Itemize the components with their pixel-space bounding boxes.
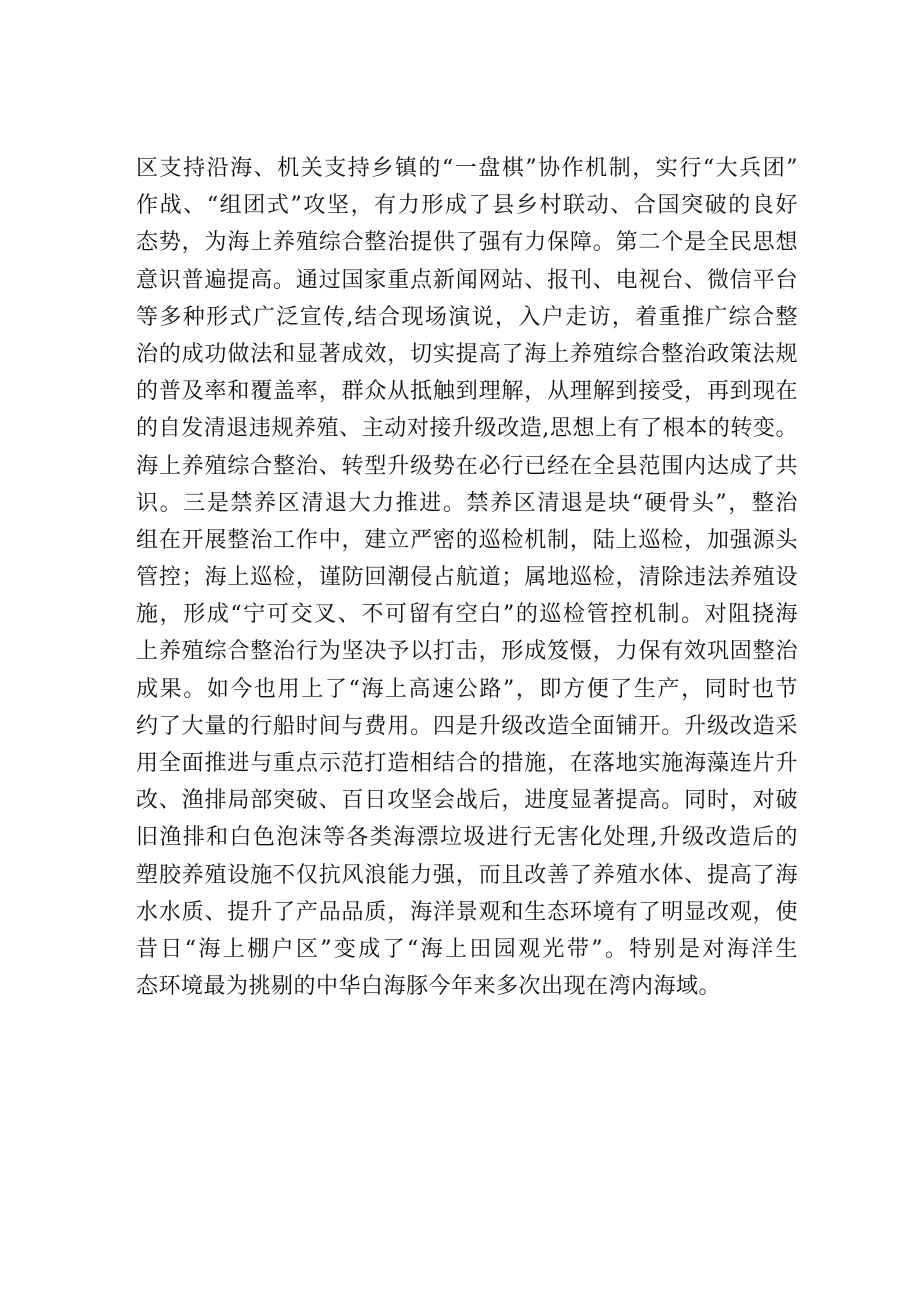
text-line: 区支持沿海、机关支持乡镇的“一盘棋”协作机制，实行“大兵团” [136,156,798,181]
text-line: 组在开展整治工作中，建立严密的巡检机制，陆上巡检，加强源头 [136,527,798,553]
body-paragraph [136,150,798,1005]
text-line: 旧渔排和白色泡沫等各类海漂垃圾进行无害化处理,升级改造后的 [136,825,798,851]
text-line: 水水质、提升了产品品质，海洋景观和生态环境有了明显改观，使 [136,899,798,925]
text-line: 上养殖综合整治行为坚决予以打击，形成笈慑，力保有效巩固整治 [136,639,798,665]
text-line: 的自发清退违规养殖、主动对接升级改造,思想上有了根本的转变。 [136,416,798,442]
text-line: 海上养殖综合整治、转型升级势在必行已经在全县范围内达成了共 [136,453,798,479]
text-line: 成果。如今也用上了“海上高速公路”，即方便了生产，同时也节 [136,676,798,702]
text-line: 管控；海上巡检，谨防回潮侵占航道；属地巡检，清除违法养殖设 [136,565,798,591]
text-line: 用全面推进与重点示范打造相结合的措施，在落地实施海藻连片升 [136,751,798,776]
text-line: 的普及率和覆盖率，群众从抵触到理解，从理解到接受，再到现在 [136,379,798,405]
text-line: 改、渔排局部突破、百日攻坚会战后，进度显著提高。同时，对破 [136,788,798,814]
text-line: 意识普遍提高。通过国家重点新闻网站、报刊、电视台、微信平台 [136,267,798,293]
text-line: 等多种形式广泛宣传,结合现场演说，入户走访，着重推广综合整 [136,304,798,330]
text-line: 治的成功做法和显著成效，切实提高了海上养殖综合整治政策法规 [136,341,798,367]
text-line: 态势，为海上养殖综合整治提供了强有力保障。第二个是全民思想 [136,230,798,256]
text-line: 约了大量的行船时间与费用。四是升级改造全面铺开。升级改造采 [136,713,798,739]
text-line: 识。三是禁养区清退大力推进。禁养区清退是块“硬骨头”，整治 [136,490,798,516]
text-line: 态环境最为挑剔的中华白海豚今年来多次出现在湾内海域。 [136,974,722,1000]
text-line: 作战、“组团式”攻坚，有力形成了县乡村联动、合国突破的良好 [136,193,798,219]
text-line: 施，形成“宁可交叉、不可留有空白”的巡检管控机制。对阻挠海 [136,602,798,628]
text-line: 昔日“海上棚户区”变成了“海上田园观光带”。特别是对海洋生 [136,936,798,962]
text-line: 塑胶养殖设施不仅抗风浪能力强，而且改善了养殖水体、提高了海 [136,862,798,888]
